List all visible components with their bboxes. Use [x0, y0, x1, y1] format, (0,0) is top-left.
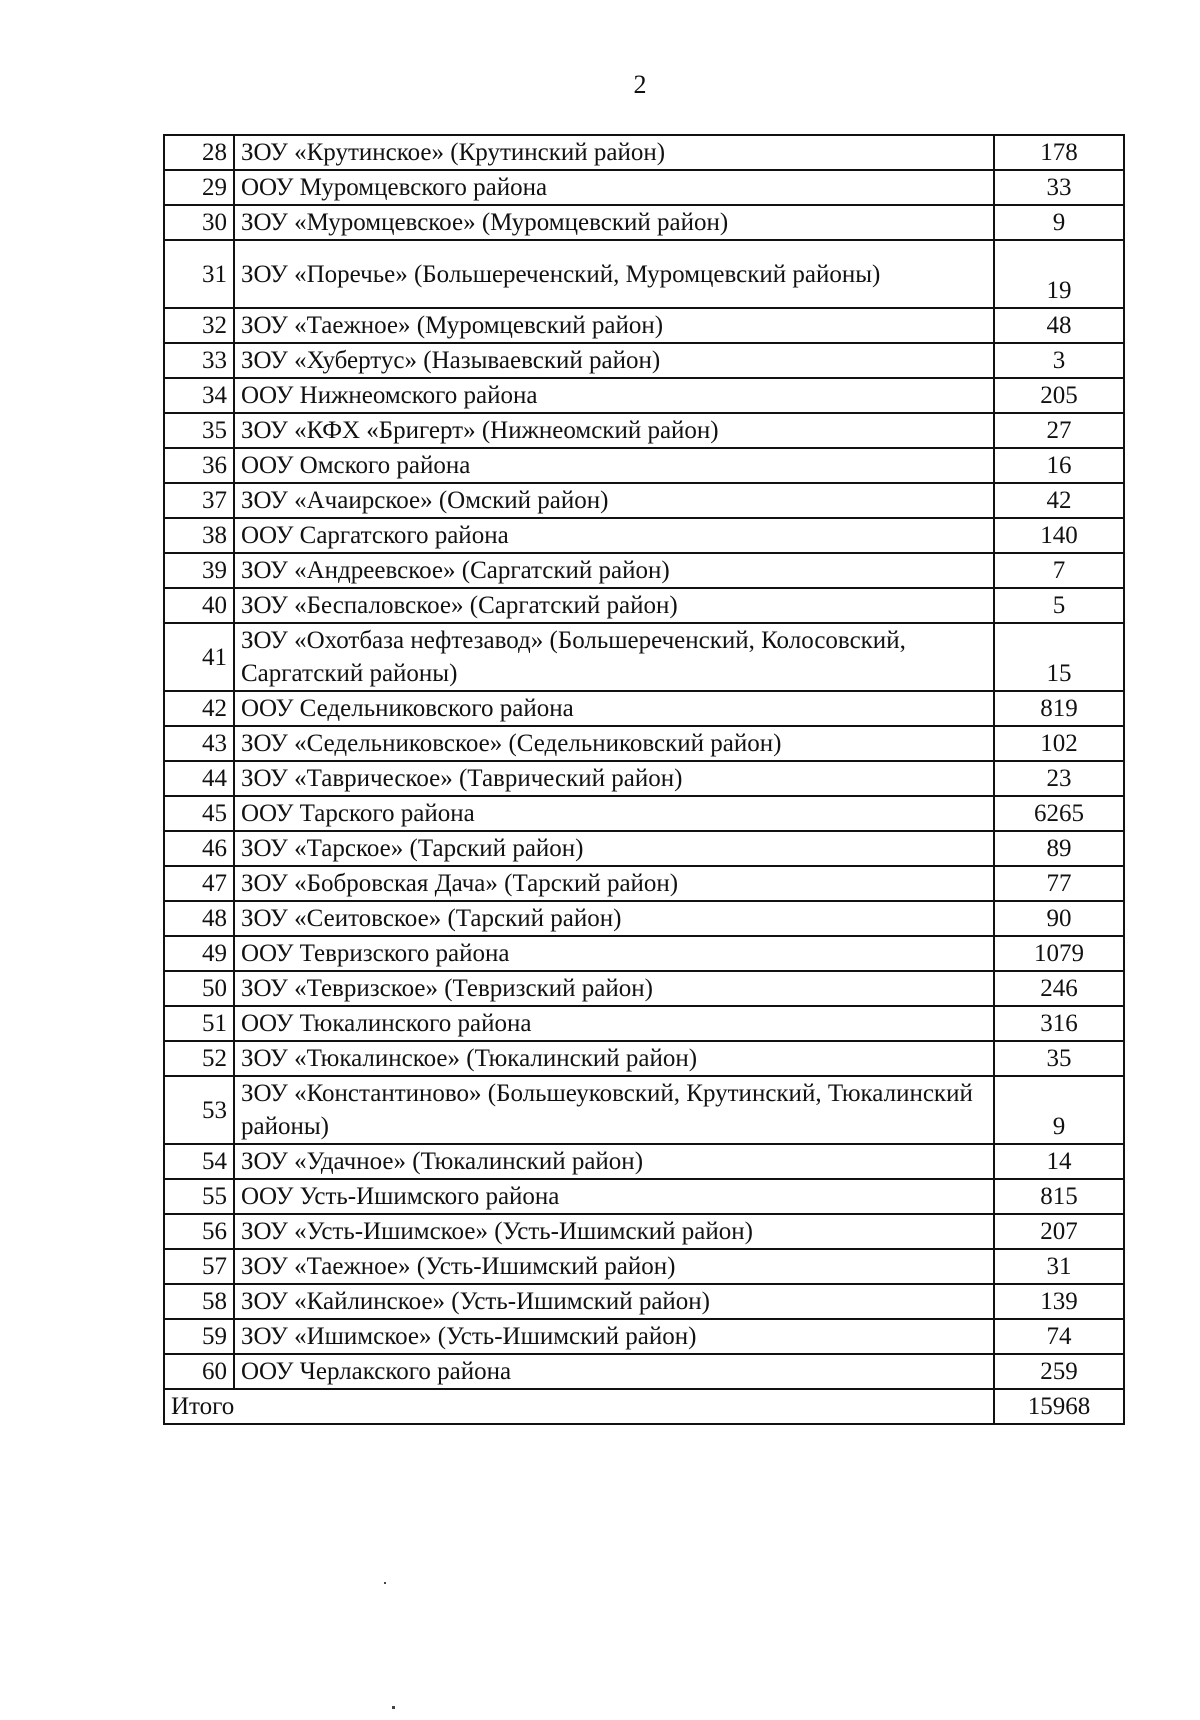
row-name: ЗОУ «Седельниковское» (Седельниковский район) [234, 726, 994, 761]
page-number: 2 [633, 70, 647, 99]
hunting-grounds-table [163, 134, 1125, 1425]
row-number: 40 [164, 588, 234, 623]
row-value: 259 [994, 1354, 1124, 1389]
row-name: ООУ Омского района [234, 448, 994, 483]
row-value: 89 [994, 831, 1124, 866]
table-row [164, 413, 1124, 448]
row-value: 27 [994, 413, 1124, 448]
row-name: ЗОУ «Сеитовское» (Тарский район) [234, 901, 994, 936]
row-value: 33 [994, 170, 1124, 205]
table-row [164, 483, 1124, 518]
table-row [164, 796, 1124, 831]
row-number: 37 [164, 483, 234, 518]
total-label: Итого [164, 1389, 994, 1424]
table-row [164, 378, 1124, 413]
row-number: 59 [164, 1319, 234, 1354]
row-value: 9 [994, 1076, 1124, 1144]
row-name: ЗОУ «Таежное» (Муромцевский район) [234, 308, 994, 343]
row-number: 56 [164, 1214, 234, 1249]
row-number: 36 [164, 448, 234, 483]
table-row [164, 726, 1124, 761]
row-name: ЗОУ «Охотбаза нефтезавод» (Большереченский, Колосовский, Саргатский районы) [234, 623, 994, 691]
row-name: ЗОУ «Тарское» (Тарский район) [234, 831, 994, 866]
table-row [164, 761, 1124, 796]
table-row [164, 691, 1124, 726]
table-row [164, 240, 1124, 308]
row-number: 57 [164, 1249, 234, 1284]
table-row [164, 1076, 1124, 1144]
row-number: 30 [164, 205, 234, 240]
row-value: 5 [994, 588, 1124, 623]
row-name: ЗОУ «Поречье» (Большереченский, Муромцевский районы) [234, 240, 994, 308]
table-row [164, 971, 1124, 1006]
scan-speck [392, 1706, 395, 1709]
row-value: 316 [994, 1006, 1124, 1041]
table-row [164, 1006, 1124, 1041]
table-row [164, 448, 1124, 483]
table-row [164, 308, 1124, 343]
row-name: ООУ Тюкалинского района [234, 1006, 994, 1041]
row-value: 77 [994, 866, 1124, 901]
table-row [164, 588, 1124, 623]
row-value: 74 [994, 1319, 1124, 1354]
row-number: 50 [164, 971, 234, 1006]
row-number: 28 [164, 135, 234, 170]
row-number: 55 [164, 1179, 234, 1214]
row-name: ЗОУ «Тевризское» (Тевризский район) [234, 971, 994, 1006]
table-row [164, 205, 1124, 240]
row-name: ЗОУ «Кайлинское» (Усть-Ишимский район) [234, 1284, 994, 1319]
row-value: 14 [994, 1144, 1124, 1179]
row-name: ЗОУ «Хубертус» (Называевский район) [234, 343, 994, 378]
row-name: ЗОУ «Ишимское» (Усть-Ишимский район) [234, 1319, 994, 1354]
row-name: ООУ Седельниковского района [234, 691, 994, 726]
row-number: 42 [164, 691, 234, 726]
table-row [164, 1354, 1124, 1389]
row-value: 139 [994, 1284, 1124, 1319]
row-name: ЗОУ «Удачное» (Тюкалинский район) [234, 1144, 994, 1179]
row-number: 35 [164, 413, 234, 448]
row-value: 102 [994, 726, 1124, 761]
row-value: 178 [994, 135, 1124, 170]
row-value: 48 [994, 308, 1124, 343]
row-value: 815 [994, 1179, 1124, 1214]
row-number: 43 [164, 726, 234, 761]
row-name: ЗОУ «Бобровская Дача» (Тарский район) [234, 866, 994, 901]
row-name: ЗОУ «Усть-Ишимское» (Усть-Ишимский район) [234, 1214, 994, 1249]
row-value: 246 [994, 971, 1124, 1006]
table-row [164, 1144, 1124, 1179]
row-number: 47 [164, 866, 234, 901]
total-row [164, 1389, 1124, 1424]
row-value: 9 [994, 205, 1124, 240]
row-number: 44 [164, 761, 234, 796]
row-number: 39 [164, 553, 234, 588]
row-name: ООУ Черлакского района [234, 1354, 994, 1389]
table-row [164, 1319, 1124, 1354]
row-name: ООУ Тарского района [234, 796, 994, 831]
row-name: ЗОУ «Беспаловское» (Саргатский район) [234, 588, 994, 623]
row-value: 6265 [994, 796, 1124, 831]
table-row [164, 1214, 1124, 1249]
row-name: ЗОУ «КФХ «Бригерт» (Нижнеомский район) [234, 413, 994, 448]
row-number: 49 [164, 936, 234, 971]
table-row [164, 901, 1124, 936]
row-value: 23 [994, 761, 1124, 796]
row-number: 60 [164, 1354, 234, 1389]
row-value: 42 [994, 483, 1124, 518]
row-value: 207 [994, 1214, 1124, 1249]
row-number: 48 [164, 901, 234, 936]
row-name: ООУ Саргатского района [234, 518, 994, 553]
table-row [164, 1179, 1124, 1214]
row-number: 29 [164, 170, 234, 205]
row-value: 819 [994, 691, 1124, 726]
row-name: ЗОУ «Таежное» (Усть-Ишимский район) [234, 1249, 994, 1284]
table-row [164, 170, 1124, 205]
row-name: ЗОУ «Константиново» (Большеуковский, Крутинский, Тюкалинский районы) [234, 1076, 994, 1144]
row-number: 41 [164, 623, 234, 691]
total-value: 15968 [994, 1389, 1124, 1424]
table-row [164, 553, 1124, 588]
row-number: 53 [164, 1076, 234, 1144]
row-number: 52 [164, 1041, 234, 1076]
row-value: 19 [994, 240, 1124, 308]
row-name: ЗОУ «Андреевское» (Саргатский район) [234, 553, 994, 588]
row-number: 34 [164, 378, 234, 413]
row-number: 45 [164, 796, 234, 831]
table-row [164, 623, 1124, 691]
row-number: 31 [164, 240, 234, 308]
row-name: ЗОУ «Муромцевское» (Муромцевский район) [234, 205, 994, 240]
table-row [164, 518, 1124, 553]
table-row [164, 936, 1124, 971]
row-name: ООУ Нижнеомского района [234, 378, 994, 413]
row-value: 15 [994, 623, 1124, 691]
row-name: ЗОУ «Крутинское» (Крутинский район) [234, 135, 994, 170]
row-value: 31 [994, 1249, 1124, 1284]
row-value: 3 [994, 343, 1124, 378]
scan-speck [384, 1582, 386, 1584]
row-value: 140 [994, 518, 1124, 553]
row-name: ООУ Муромцевского района [234, 170, 994, 205]
row-name: ЗОУ «Таврическое» (Таврический район) [234, 761, 994, 796]
row-value: 16 [994, 448, 1124, 483]
table-row [164, 343, 1124, 378]
row-number: 58 [164, 1284, 234, 1319]
row-value: 7 [994, 553, 1124, 588]
row-number: 51 [164, 1006, 234, 1041]
row-number: 54 [164, 1144, 234, 1179]
row-value: 1079 [994, 936, 1124, 971]
row-number: 33 [164, 343, 234, 378]
row-number: 32 [164, 308, 234, 343]
row-number: 46 [164, 831, 234, 866]
row-value: 90 [994, 901, 1124, 936]
table-row [164, 1249, 1124, 1284]
table-row [164, 866, 1124, 901]
row-value: 35 [994, 1041, 1124, 1076]
row-name: ЗОУ «Ачаирское» (Омский район) [234, 483, 994, 518]
row-number: 38 [164, 518, 234, 553]
row-value: 205 [994, 378, 1124, 413]
table-row [164, 1284, 1124, 1319]
row-name: ЗОУ «Тюкалинское» (Тюкалинский район) [234, 1041, 994, 1076]
row-name: ООУ Тевризского района [234, 936, 994, 971]
row-name: ООУ Усть-Ишимского района [234, 1179, 994, 1214]
table-row [164, 135, 1124, 170]
table-row [164, 831, 1124, 866]
table-row [164, 1041, 1124, 1076]
